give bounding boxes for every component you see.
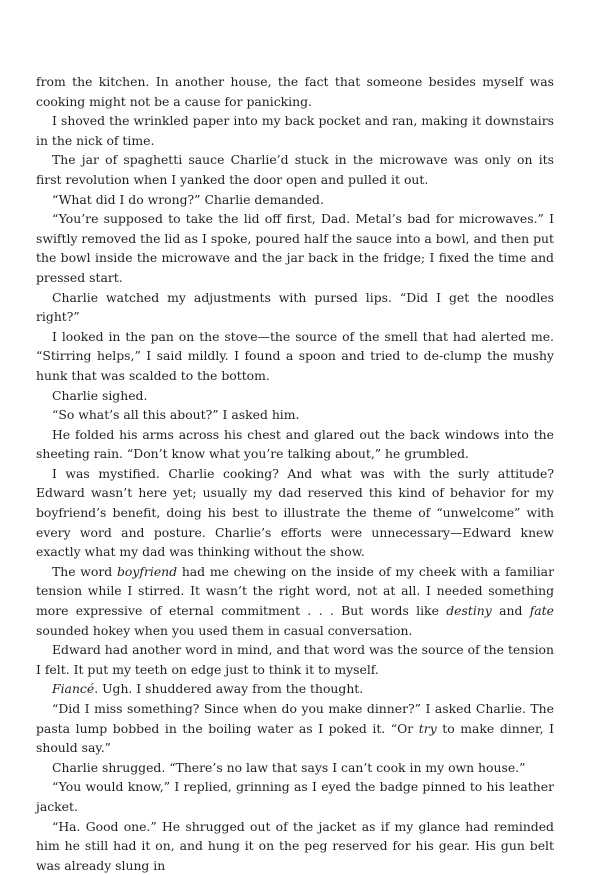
- text-run: and: [491, 603, 530, 619]
- text-run: I looked in the pan on the stove—the source of the smell that had alerted me. “Stirring helps,” I said mildly. I found a spoon and tried to de-clump the mushy hunk that was scalded to the bottom.: [36, 328, 554, 383]
- text-run: to make dinner, I should say.”: [36, 720, 554, 756]
- paragraph: [36, 699, 554, 758]
- text-run: Charlie shrugged. “There’s no law that says I can’t cook in my own house.”: [52, 759, 526, 775]
- paragraph: [36, 679, 554, 699]
- text-run: He folded his arms across his chest and glared out the back windows into the sheeting rain. “Don’t know what you’re talking about,” he grumbled.: [36, 426, 554, 462]
- text-run: I shoved the wrinkled paper into my back pocket and ran, making it downstairs in the nick of time.: [36, 113, 554, 148]
- text-run: “You’re supposed to take the lid off first, Dad. Metal’s bad for microwaves.” I swiftly removed the lid as I spoke, poured half the sauce into a bowl, and then put the bowl inside the microwave and the jar back in the fridge; I fixed the time and pressed start.: [36, 211, 554, 285]
- text-run: had me chewing on the inside of my cheek with a familiar tension while I stirred. It wasn’t the right word, not at all. I needed something more expressive of eternal commitment . . . But words like: [36, 563, 554, 619]
- paragraph: [36, 464, 554, 562]
- paragraph: [36, 111, 554, 150]
- text-run: “So what’s all this about?” I asked him.: [52, 407, 300, 423]
- paragraph: [36, 190, 554, 210]
- paragraph: [36, 425, 554, 464]
- text-run: sounded hokey when you used them in casual conversation.: [36, 622, 413, 638]
- paragraph: [36, 209, 554, 287]
- text-run: from the kitchen. In another house, the fact that someone besides myself was cooking might not be a cause for panicking.: [36, 74, 554, 109]
- paragraph: [36, 640, 554, 679]
- italic-text: fate: [529, 603, 554, 619]
- paragraph: [36, 327, 554, 386]
- italic-text: Fiancé: [52, 681, 95, 697]
- paragraph: [36, 288, 554, 327]
- text-run: “What did I do wrong?” Charlie demanded.: [52, 191, 324, 207]
- paragraph: [36, 405, 554, 425]
- paragraph: [36, 562, 554, 640]
- paragraph: [36, 758, 554, 778]
- text-run: “You would know,” I replied, grinning as I eyed the badge pinned to his leather jacket.: [36, 779, 554, 814]
- paragraph: [36, 150, 554, 189]
- italic-text: boyfriend: [116, 563, 178, 579]
- paragraph: [36, 386, 554, 406]
- italic-text: try: [418, 720, 437, 736]
- text-run: . Ugh. I shuddered away from the thought.: [94, 681, 364, 697]
- paragraph: [36, 72, 554, 111]
- text-run: Charlie sighed.: [52, 387, 148, 403]
- paragraph: [36, 817, 554, 875]
- body-text: [36, 72, 554, 875]
- italic-text: destiny: [446, 603, 492, 619]
- text-run: The word: [52, 563, 117, 579]
- text-run: “Did I miss something? Since when do you make dinner?” I asked Charlie. The pasta lump bobbed in the boiling water as I poked it. “Or: [36, 701, 554, 736]
- text-run: I was mystified. Charlie cooking? And what was with the surly attitude? Edward wasn’t here yet; usually my dad reserved this kind of behavior for my boyfriend’s benefit, doing his best to illustrate the theme of “unwelcome” with every word and posture. Charlie’s efforts were unnecessary—Edward knew exactly what my dad was thinking without the show.: [36, 465, 554, 560]
- paragraph: [36, 777, 554, 816]
- text-run: The jar of spaghetti sauce Charlie’d stuck in the microwave was only on its first revolution when I yanked the door open and pulled it out.: [36, 152, 554, 187]
- text-run: Edward had another word in mind, and that word was the source of the tension I felt. It put my teeth on edge just to think it to myself.: [36, 642, 554, 677]
- text-run: Charlie watched my adjustments with pursed lips. “Did I get the noodles right?”: [36, 289, 554, 325]
- text-run: “Ha. Good one.” He shrugged out of the jacket as if my glance had reminded him he still had it on, and hung it on the peg reserved for his gear. His gun belt was already slung in: [36, 818, 554, 873]
